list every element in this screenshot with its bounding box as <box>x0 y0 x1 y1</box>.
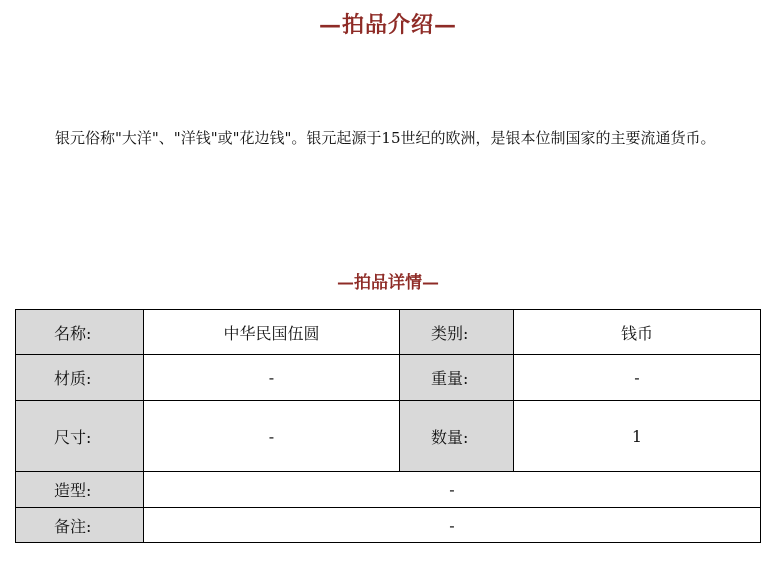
category-value: 钱币 <box>514 310 761 355</box>
intro-paragraph: 银元俗称"大洋"、"洋钱"或"花边钱"。银元起源于15世纪的欧洲，是银本位制国家的主要流通货币。 <box>55 129 716 147</box>
shape-label: 造型: <box>16 472 144 508</box>
weight-label: 重量: <box>400 355 514 401</box>
table-row <box>16 310 761 355</box>
weight-value: - <box>514 355 761 401</box>
quantity-value: 1 <box>514 401 761 472</box>
table-row <box>16 401 761 472</box>
table-row <box>16 472 761 508</box>
note-label: 备注: <box>16 508 144 543</box>
note-value: - <box>144 508 761 543</box>
name-label: 名称: <box>16 310 144 355</box>
details-heading: —拍品详情— <box>337 273 439 293</box>
material-label: 材质: <box>16 355 144 401</box>
category-label: 类别: <box>400 310 514 355</box>
table-row <box>16 508 761 543</box>
name-value: 中华民国伍圆 <box>144 310 400 355</box>
size-label: 尺寸: <box>16 401 144 472</box>
page-title: —拍品介绍— <box>318 12 457 38</box>
shape-value: - <box>144 472 761 508</box>
details-table <box>15 309 761 543</box>
table-row <box>16 355 761 401</box>
size-value: - <box>144 401 400 472</box>
quantity-label: 数量: <box>400 401 514 472</box>
material-value: - <box>144 355 400 401</box>
